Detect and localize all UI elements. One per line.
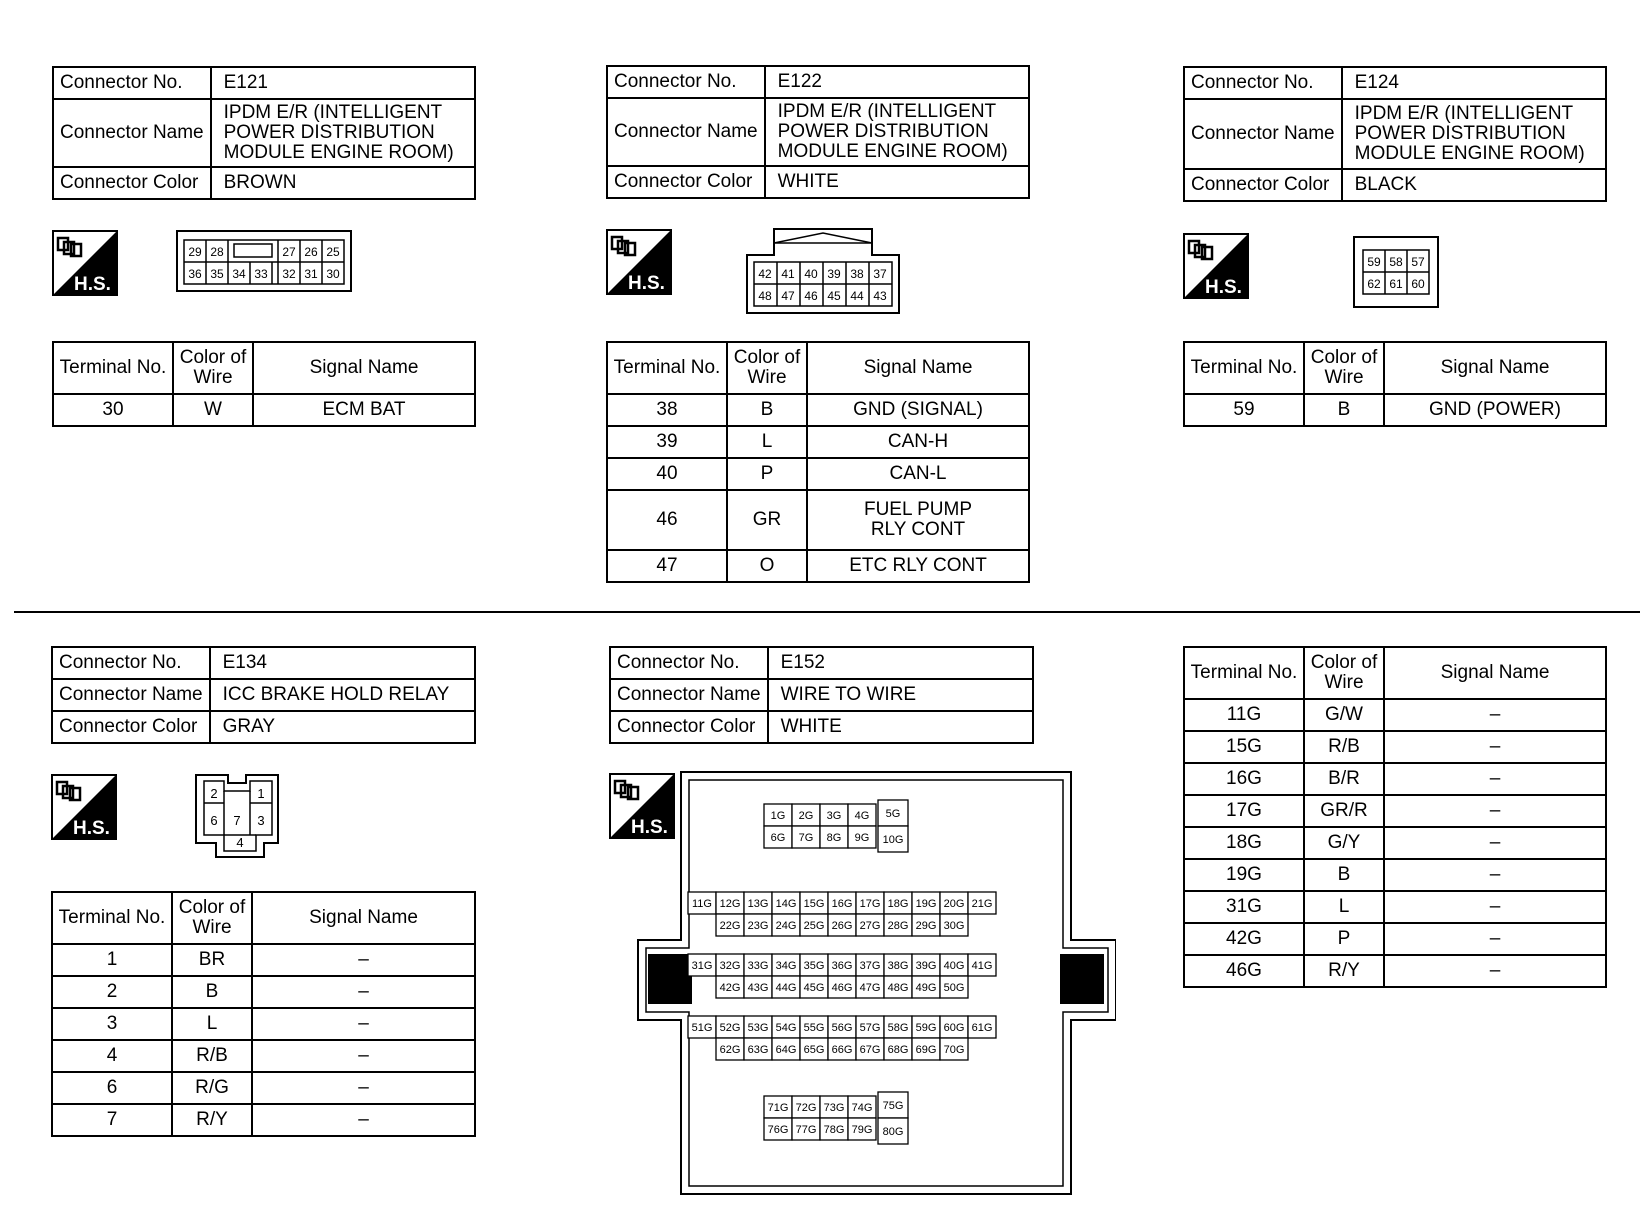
pin-77g: 77G bbox=[795, 1124, 817, 1136]
table-row: 40 P CAN-L bbox=[607, 458, 1029, 490]
pin-48g: 48G bbox=[887, 982, 909, 994]
pin-71g: 71G bbox=[767, 1102, 789, 1114]
pin-69g: 69G bbox=[915, 1044, 937, 1056]
pin-40: 40 bbox=[804, 267, 818, 281]
connector-color-label: Connector Color bbox=[610, 711, 768, 743]
table-row: 15G R/B – bbox=[1184, 731, 1606, 763]
pin-3g: 3G bbox=[826, 810, 842, 822]
pin-9g: 9G bbox=[854, 832, 870, 844]
hs-label: H.S. bbox=[1205, 277, 1242, 298]
pin-27: 27 bbox=[282, 245, 296, 259]
pin-26g: 26G bbox=[831, 920, 853, 932]
pin-34g: 34G bbox=[775, 960, 797, 972]
pin-46: 46 bbox=[804, 289, 818, 303]
pin-17g: 17G bbox=[859, 898, 881, 910]
connector-name-value: IPDM E/R (INTELLIGENT POWER DISTRIBUTION MODULE ENGINE ROOM) bbox=[211, 99, 475, 167]
connector-info-e121 bbox=[52, 66, 476, 200]
connector-name-label: Connector Name bbox=[1184, 99, 1342, 169]
pin-39: 39 bbox=[827, 267, 841, 281]
connector-no-label: Connector No. bbox=[610, 647, 768, 679]
connector-color-value: WHITE bbox=[765, 166, 1029, 198]
pin-23g: 23G bbox=[747, 920, 769, 932]
connector-no-label: Connector No. bbox=[53, 67, 211, 99]
pin-59g: 59G bbox=[915, 1022, 937, 1034]
connector-name-value: IPDM E/R (INTELLIGENT POWER DISTRIBUTION MODULE ENGINE ROOM) bbox=[1342, 99, 1606, 169]
pin-60g: 60G bbox=[943, 1022, 965, 1034]
table-row: 7 R/Y – bbox=[52, 1104, 475, 1136]
table-row: 16G B/R – bbox=[1184, 763, 1606, 795]
table-row: 6 R/G – bbox=[52, 1072, 475, 1104]
connector-no-label: Connector No. bbox=[52, 647, 210, 679]
pin-4g: 4G bbox=[854, 810, 870, 822]
pin-66g: 66G bbox=[831, 1044, 853, 1056]
color-of-wire-header: Color of Wire bbox=[1304, 342, 1384, 394]
harness-side-icon bbox=[51, 774, 117, 840]
pin-6g: 6G bbox=[770, 832, 786, 844]
connector-color-value: WHITE bbox=[768, 711, 1033, 743]
signal-name-header: Signal Name bbox=[253, 342, 475, 394]
pin-43: 43 bbox=[873, 289, 887, 303]
table-row: 42G P – bbox=[1184, 923, 1606, 955]
pin-42g: 42G bbox=[719, 982, 741, 994]
pin-57g: 57G bbox=[859, 1022, 881, 1034]
pin-56g: 56G bbox=[831, 1022, 853, 1034]
pin-10g: 10G bbox=[882, 834, 904, 846]
pin-13g: 13G bbox=[747, 898, 769, 910]
connector-name-label: Connector Name bbox=[607, 98, 765, 166]
pin-11g: 11G bbox=[692, 898, 712, 910]
pin-8g: 8G bbox=[826, 832, 842, 844]
pin-58: 58 bbox=[1389, 255, 1403, 269]
pin-31: 31 bbox=[304, 267, 318, 281]
pin-1: 1 bbox=[257, 786, 265, 801]
pin-44g: 44G bbox=[775, 982, 797, 994]
table-row: 30 W ECM BAT bbox=[53, 394, 475, 426]
pin-25: 25 bbox=[326, 245, 340, 259]
terminal-table-e124 bbox=[1183, 341, 1607, 427]
table-row: 4 R/B – bbox=[52, 1040, 475, 1072]
pin-2g: 2G bbox=[798, 810, 814, 822]
pin-62: 62 bbox=[1367, 277, 1381, 291]
connector-info-e152 bbox=[609, 646, 1034, 744]
pin-1g: 1G bbox=[770, 810, 786, 822]
connector-no-label: Connector No. bbox=[1184, 67, 1342, 99]
signal-name-header: Signal Name bbox=[807, 342, 1029, 394]
pin-52g: 52G bbox=[719, 1022, 741, 1034]
pin-43g: 43G bbox=[747, 982, 769, 994]
table-header-row bbox=[52, 892, 475, 944]
pin-7g: 7G bbox=[798, 832, 814, 844]
pin-80g: 80G bbox=[882, 1126, 904, 1138]
signal-name-header: Signal Name bbox=[1384, 647, 1606, 699]
table-row: 11G G/W – bbox=[1184, 699, 1606, 731]
pin-32: 32 bbox=[282, 267, 296, 281]
table-row: 46 GR FUEL PUMP RLY CONT bbox=[607, 490, 1029, 550]
pin-61g: 61G bbox=[971, 1022, 993, 1034]
color-of-wire-header: Color of Wire bbox=[172, 892, 252, 944]
pin-73g: 73G bbox=[823, 1102, 845, 1114]
connector-color-value: GRAY bbox=[210, 711, 475, 743]
pin-41: 41 bbox=[781, 267, 795, 281]
pin-25g: 25G bbox=[803, 920, 825, 932]
connector-no-label: Connector No. bbox=[607, 66, 765, 98]
pin-5g: 5G bbox=[885, 808, 901, 820]
terminal-no-header: Terminal No. bbox=[1184, 647, 1304, 699]
table-row: 1 BR – bbox=[52, 944, 475, 976]
pin-35g: 35G bbox=[803, 960, 825, 972]
pin-30: 30 bbox=[326, 267, 340, 281]
pin-38: 38 bbox=[850, 267, 864, 281]
pin-35: 35 bbox=[210, 267, 224, 281]
pin-22g: 22G bbox=[719, 920, 741, 932]
connector-color-label: Connector Color bbox=[607, 166, 765, 198]
pin-57: 57 bbox=[1411, 255, 1425, 269]
terminal-table-e134 bbox=[51, 891, 476, 1137]
connector-face-e122 bbox=[744, 227, 902, 317]
pin-28: 28 bbox=[210, 245, 224, 259]
pin-2: 2 bbox=[210, 786, 218, 801]
pin-67g: 67G bbox=[859, 1044, 881, 1056]
pin-27g: 27G bbox=[859, 920, 881, 932]
table-row: 19G B – bbox=[1184, 859, 1606, 891]
pin-44: 44 bbox=[850, 289, 864, 303]
pin-19g: 19G bbox=[915, 898, 937, 910]
hs-label: H.S. bbox=[73, 818, 110, 839]
pin-62g: 62G bbox=[719, 1044, 741, 1056]
pin-33g: 33G bbox=[747, 960, 769, 972]
connector-color-value: BLACK bbox=[1342, 169, 1606, 201]
connector-name-value: ICC BRAKE HOLD RELAY bbox=[210, 679, 475, 711]
pin-20g: 20G bbox=[943, 898, 965, 910]
connector-no-value: E152 bbox=[768, 647, 1033, 679]
pin-18g: 18G bbox=[887, 898, 909, 910]
connector-no-value: E134 bbox=[210, 647, 475, 679]
connector-color-label: Connector Color bbox=[52, 711, 210, 743]
connector-name-label: Connector Name bbox=[52, 679, 210, 711]
pin-55g: 55G bbox=[803, 1022, 825, 1034]
table-header-row bbox=[1184, 342, 1606, 394]
table-row: 38 B GND (SIGNAL) bbox=[607, 394, 1029, 426]
connector-face-e152 bbox=[636, 770, 1116, 1196]
harness-side-icon bbox=[52, 230, 118, 296]
pin-79g: 79G bbox=[851, 1124, 873, 1136]
connector-face-e134 bbox=[194, 773, 282, 861]
pin-6: 6 bbox=[210, 813, 218, 828]
pin-70g: 70G bbox=[943, 1044, 965, 1056]
pin-15g: 15G bbox=[803, 898, 825, 910]
table-row: 47 O ETC RLY CONT bbox=[607, 550, 1029, 582]
pin-59: 59 bbox=[1367, 255, 1381, 269]
table-row: 18G G/Y – bbox=[1184, 827, 1606, 859]
pin-4: 4 bbox=[236, 835, 244, 850]
pin-39g: 39G bbox=[915, 960, 937, 972]
pin-32g: 32G bbox=[719, 960, 741, 972]
pin-33: 33 bbox=[254, 267, 268, 281]
pin-76g: 76G bbox=[767, 1124, 789, 1136]
connector-color-label: Connector Color bbox=[53, 167, 211, 199]
connector-name-value: IPDM E/R (INTELLIGENT POWER DISTRIBUTION MODULE ENGINE ROOM) bbox=[765, 98, 1029, 166]
pin-49g: 49G bbox=[915, 982, 937, 994]
harness-side-icon bbox=[1183, 233, 1249, 299]
hs-label: H.S. bbox=[628, 273, 665, 294]
pin-50g: 50G bbox=[943, 982, 965, 994]
connector-face-e121 bbox=[176, 230, 352, 292]
pin-14g: 14G bbox=[775, 898, 797, 910]
pin-47g: 47G bbox=[859, 982, 881, 994]
table-row: 31G L – bbox=[1184, 891, 1606, 923]
pin-61: 61 bbox=[1389, 277, 1403, 291]
pin-78g: 78G bbox=[823, 1124, 845, 1136]
pin-45: 45 bbox=[827, 289, 841, 303]
terminal-table-e121 bbox=[52, 341, 476, 427]
table-header-row bbox=[607, 342, 1029, 394]
table-row: 46G R/Y – bbox=[1184, 955, 1606, 987]
pin-72g: 72G bbox=[795, 1102, 817, 1114]
table-row: 2 B – bbox=[52, 976, 475, 1008]
harness-side-icon bbox=[606, 229, 672, 295]
pin-36g: 36G bbox=[831, 960, 853, 972]
connector-name-value: WIRE TO WIRE bbox=[768, 679, 1033, 711]
connector-color-value: BROWN bbox=[211, 167, 475, 199]
pin-7: 7 bbox=[233, 813, 241, 828]
connector-info-e122 bbox=[606, 65, 1030, 199]
pin-64g: 64G bbox=[775, 1044, 797, 1056]
pin-54g: 54G bbox=[775, 1022, 797, 1034]
pin-29: 29 bbox=[188, 245, 202, 259]
color-of-wire-header: Color of Wire bbox=[1304, 647, 1384, 699]
pin-75g: 75G bbox=[882, 1100, 904, 1112]
pin-36: 36 bbox=[188, 267, 202, 281]
connector-info-e124 bbox=[1183, 66, 1607, 202]
pin-41g: 41G bbox=[971, 960, 993, 972]
pin-53g: 53G bbox=[747, 1022, 769, 1034]
connector-no-value: E121 bbox=[211, 67, 475, 99]
terminal-no-header: Terminal No. bbox=[52, 892, 172, 944]
pin-48: 48 bbox=[758, 289, 772, 303]
connector-no-value: E122 bbox=[765, 66, 1029, 98]
pin-12g: 12G bbox=[719, 898, 741, 910]
table-row: 17G GR/R – bbox=[1184, 795, 1606, 827]
terminal-table-e122 bbox=[606, 341, 1030, 583]
table-row: 39 L CAN-H bbox=[607, 426, 1029, 458]
pin-40g: 40G bbox=[943, 960, 965, 972]
pin-45g: 45G bbox=[803, 982, 825, 994]
pin-26: 26 bbox=[304, 245, 318, 259]
pin-37g: 37G bbox=[859, 960, 881, 972]
pin-46g: 46G bbox=[831, 982, 853, 994]
pin-74g: 74G bbox=[851, 1102, 873, 1114]
section-divider bbox=[14, 611, 1640, 613]
pin-34: 34 bbox=[232, 267, 246, 281]
table-row: 3 L – bbox=[52, 1008, 475, 1040]
color-of-wire-header: Color of Wire bbox=[727, 342, 807, 394]
terminal-no-header: Terminal No. bbox=[1184, 342, 1304, 394]
table-row: 59 B GND (POWER) bbox=[1184, 394, 1606, 426]
pin-3: 3 bbox=[257, 813, 265, 828]
pin-58g: 58G bbox=[887, 1022, 909, 1034]
connector-color-label: Connector Color bbox=[1184, 169, 1342, 201]
hs-label: H.S. bbox=[74, 274, 111, 295]
pin-21g: 21G bbox=[971, 898, 993, 910]
pin-24g: 24G bbox=[775, 920, 797, 932]
connector-info-e134 bbox=[51, 646, 476, 744]
signal-name-header: Signal Name bbox=[1384, 342, 1606, 394]
connector-name-label: Connector Name bbox=[610, 679, 768, 711]
table-header-row bbox=[53, 342, 475, 394]
pin-68g: 68G bbox=[887, 1044, 909, 1056]
signal-name-header: Signal Name bbox=[252, 892, 475, 944]
terminal-no-header: Terminal No. bbox=[607, 342, 727, 394]
pin-51g: 51G bbox=[691, 1022, 713, 1034]
pin-60: 60 bbox=[1411, 277, 1425, 291]
connector-no-value: E124 bbox=[1342, 67, 1606, 99]
pin-63g: 63G bbox=[747, 1044, 769, 1056]
color-of-wire-header: Color of Wire bbox=[173, 342, 253, 394]
pin-30g: 30G bbox=[943, 920, 965, 932]
pin-28g: 28G bbox=[887, 920, 909, 932]
connector-face-e124 bbox=[1353, 236, 1439, 308]
pin-47: 47 bbox=[781, 289, 795, 303]
pin-65g: 65G bbox=[803, 1044, 825, 1056]
pin-38g: 38G bbox=[887, 960, 909, 972]
pin-29g: 29G bbox=[915, 920, 937, 932]
terminal-no-header: Terminal No. bbox=[53, 342, 173, 394]
hs-label: H.S. bbox=[631, 817, 668, 838]
pin-31g: 31G bbox=[691, 960, 713, 972]
pin-16g: 16G bbox=[831, 898, 853, 910]
pin-42: 42 bbox=[758, 267, 772, 281]
terminal-table-e152 bbox=[1183, 646, 1607, 988]
pin-37: 37 bbox=[873, 267, 887, 281]
table-header-row bbox=[1184, 647, 1606, 699]
connector-name-label: Connector Name bbox=[53, 99, 211, 167]
